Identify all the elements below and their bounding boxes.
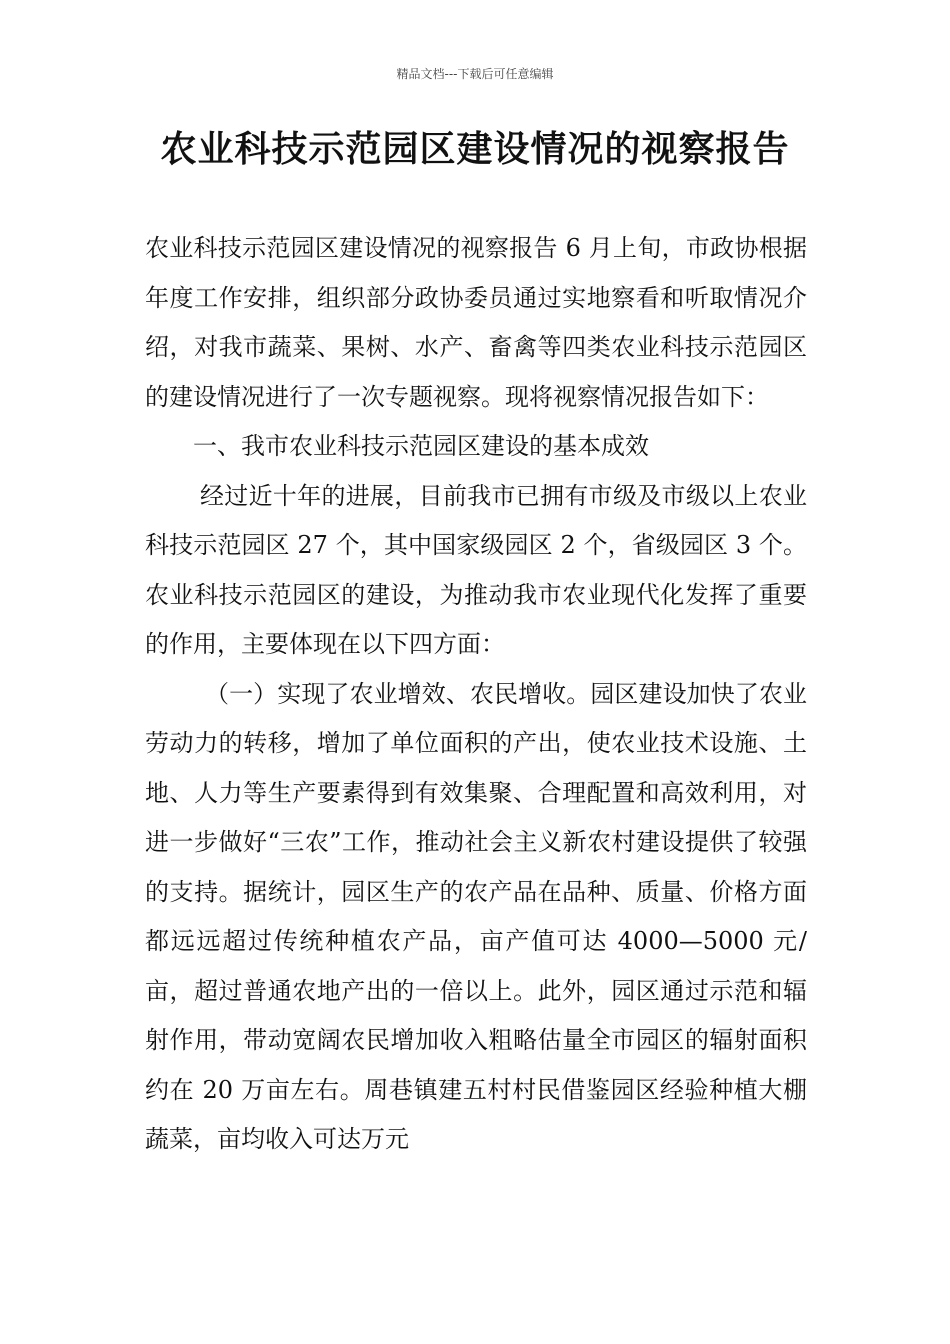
page-header-note: 精品文档---下载后可任意编辑 — [396, 67, 554, 81]
document-body — [145, 224, 807, 1165]
paragraph-subsection-1: （一）实现了农业增效、农民增收。园区建设加快了农业劳动力的转移，增加了单位面积的产出，使农业技术设施、土地、人力等生产要素得到有效集聚、合理配置和高效利用，对进一步做好“三农”工作，推动社会主义新农村建设提供了较强的支持。据统计，园区生产的农产品在品种、质量、价格方面都远远超过传统种植农产品，亩产值可达 4000—5000 元/亩，超过普通农地产出的一倍以上。此外，园区通过示范和辐射作用，带动宽阔农民增加收入粗略估量全市园区的辐射面积约在 20 万亩左右。周巷镇建五村村民借鉴园区经验种植大棚蔬菜，亩均收入可达万元 — [145, 679, 807, 1153]
section-heading-1: 一、我市农业科技示范园区建设的基本成效 — [193, 432, 649, 460]
document-title: 农业科技示范园区建设情况的视察报告 — [160, 129, 790, 170]
paragraph-intro: 农业科技示范园区建设情况的视察报告 6 月上旬，市政协根据年度工作安排，组织部分政协委员通过实地察看和听取情况介绍，对我市蔬菜、果树、水产、畜禽等四类农业科技示范园区的建设情况进行了一次专题视察。现将视察情况报告如下： — [145, 234, 807, 411]
paragraph-achievements: 经过近十年的进展，目前我市已拥有市级及市级以上农业科技示范园区 27 个，其中国家级园区 2 个，省级园区 3 个。农业科技示范园区的建设，为推动我市农业现代化发挥了重要的作用，主要体现在以下四方面： — [145, 481, 807, 658]
